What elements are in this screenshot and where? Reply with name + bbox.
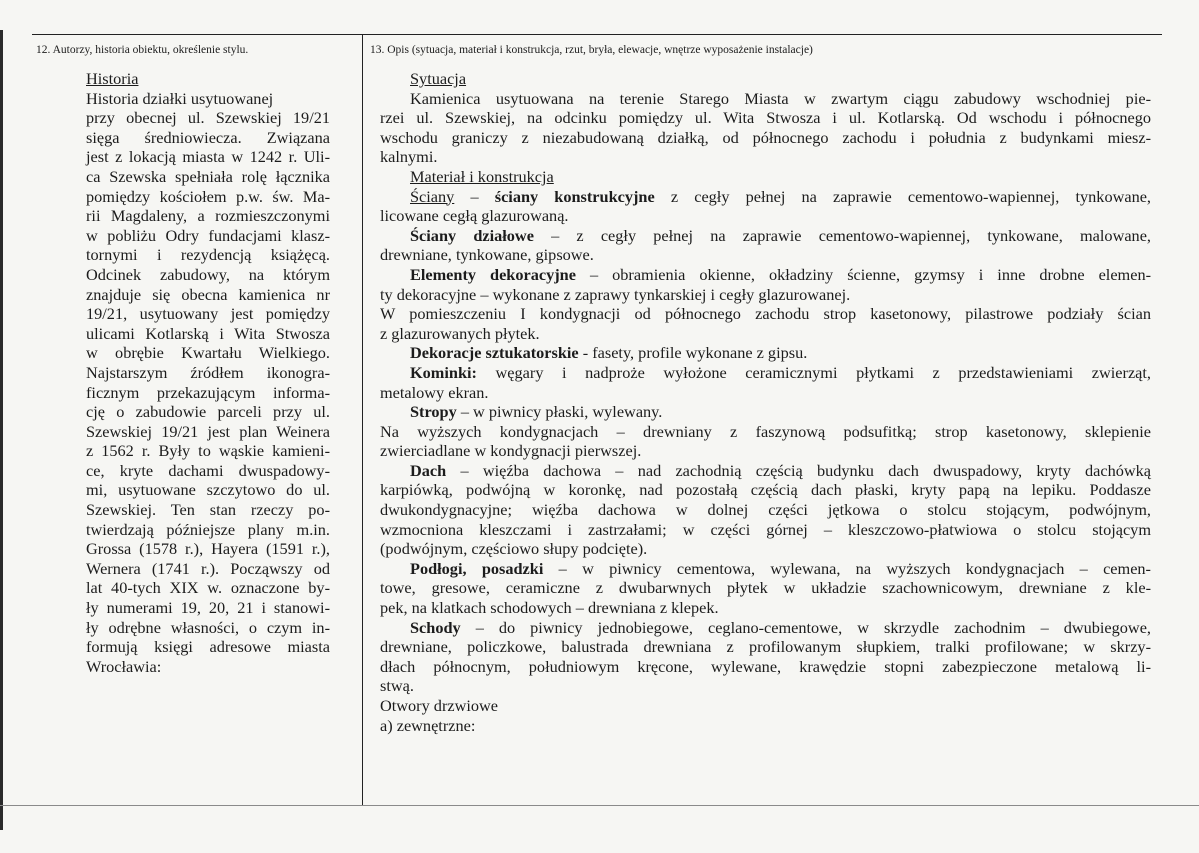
ceiling-bold: Stropy — [410, 402, 457, 422]
stairs-paragraph — [380, 618, 1151, 638]
history-line: 19/21, usytuowany jest pomiędzy — [86, 304, 330, 324]
situation-line: kalnymi. — [380, 147, 438, 167]
history-line: w pobliżu Odry fundacjami klasz- — [86, 225, 330, 245]
history-line: ca Szewska spełniała rolę łącznika — [86, 166, 330, 186]
roof-line: (podwójnym, częściowo słupy podcięte). — [380, 539, 648, 559]
partition-line: drewniane, tynkowane, gipsowe. — [380, 245, 594, 265]
history-line: Historia działki usytuowanej — [86, 88, 274, 108]
decor-line: ty dekoracyjne – wykonane z zaprawy tynkarskiej i cegły glazurowanej. — [380, 284, 851, 304]
walls-text: z cegły pełnej na zaprawie cementowo-wapiennej, tynkowane, — [654, 186, 1152, 206]
history-line: przy obecnej ul. Szewskiej 19/21 — [86, 108, 330, 128]
history-line: ulicami Kotlarską i Wita Stwosza — [86, 323, 330, 343]
history-line: Wrocławia: — [86, 656, 162, 676]
floor-line: pek, na klatkach schodowych – drewniana z klepek. — [380, 598, 719, 618]
partition-bold: Ściany działowe — [410, 225, 534, 245]
stairs-text: – do piwnicy jednobiegowe, ceglano-cementowe, w skrzydle zachodnim – dwubiegowe, — [460, 617, 1151, 637]
history-line: lat 40-tych XIX w. oznaczone by- — [86, 578, 330, 598]
decor-bold: Elementy dekoracyjne — [410, 264, 576, 284]
history-line: pomiędzy kościołem p.w. św. Ma- — [86, 186, 330, 206]
roof-bold: Dach — [410, 460, 447, 480]
history-line: z 1562 r. Były to wąskie kamieni- — [86, 441, 330, 461]
fireplace-text: węgary i nadproże wyłożone ceramicznymi płytkami z przedstawieniami zwierząt, — [476, 362, 1151, 382]
history-line: tornymi i rezydencją książęcą. — [86, 245, 330, 265]
decor-line: W pomieszczeniu I kondygnacji od północnego zachodu strop kasetonowy, pilastrowe podziały ścian — [380, 304, 1151, 324]
scan-edge — [0, 30, 3, 830]
history-line: Grossa (1578 r.), Hayera (1591 r.), — [86, 539, 330, 559]
history-line: znajduje się obecna kamienica nr — [86, 284, 330, 304]
section-13-header: 13. Opis (sytuacja, materiał i konstrukcja, rzut, bryła, elewacje, wnętrze wyposażenie instalacje) — [370, 44, 813, 56]
walls-label: Ściany — [410, 186, 455, 206]
situation-line: Kamienica usytuowana na terenie Starego Miasta w zwartym ciągu zabudowy wschodniej pie- — [410, 88, 1151, 108]
decor-paragraph — [380, 265, 1151, 285]
history-line: ły odrębne własności, o czym in- — [86, 617, 330, 637]
stucco-paragraph — [380, 343, 1151, 363]
fireplace-line: metalowy ekran. — [380, 382, 489, 402]
walls-paragraph — [380, 187, 1151, 207]
history-line: ce, kryte dachami dwuspadowy- — [86, 460, 330, 480]
partition-paragraph — [380, 226, 1151, 246]
stairs-line: dłach północnym, południowym kręcone, wylewane, krawędzie stopni zabezpieczone metalową li- — [380, 656, 1151, 676]
history-line: Szewskiej. Ten stan rzeczy po- — [86, 500, 330, 520]
ceiling-line: Na wyższych kondygnacjach – drewniany z faszynową podsufitką; strop kasetonowy, sklepienie — [380, 421, 1151, 441]
column-divider — [362, 35, 363, 805]
description-column — [380, 69, 1151, 735]
history-line: Najstarszym źródłem ikonogra- — [86, 362, 330, 382]
situation-line: wschodu graniczy z niezabudowaną działką, od północnego zachodu i południa z budynkami miesz- — [380, 127, 1151, 147]
history-line: w obrębie Kwartału Wielkiego. — [86, 343, 330, 363]
ceiling-paragraph — [380, 402, 1151, 422]
roof-line: karpiówką, podwójną w koronkę, nad pozostałą częścią dach płaski, kryty papą na lepiku. Poddasze — [380, 480, 1151, 500]
history-line: ły numerami 19, 20, 21 i stanowi- — [86, 598, 330, 618]
walls-dash: – — [454, 186, 495, 206]
history-text — [86, 89, 330, 677]
material-heading: Materiał i konstrukcja — [410, 166, 554, 186]
history-column — [86, 69, 330, 676]
history-line: cję o zabudowie parceli przy ul. — [86, 402, 330, 422]
stairs-line: drewniane, policzkowe, balustrada drewniana z profilowanym słupkiem, tralki profilowane; w skrzy- — [380, 637, 1151, 657]
section-12-header: 12. Autorzy, historia obiektu, określenie stylu. — [36, 44, 249, 56]
history-line: Odcinek zabudowy, na którym — [86, 264, 330, 284]
roof-text: – więźba dachowa – nad zachodnią częścią budynku dach dwuspadowy, kryty dachówką — [446, 460, 1151, 480]
history-line: Szewskiej 19/21 jest plan Weinera — [86, 421, 330, 441]
walls-line: licowane cegłą glazurowaną. — [380, 206, 569, 226]
situation-line: rzei ul. Szewskiej, na odcinku pomiędzy ul. Wita Stwosza i ul. Kotlarską. Od wschodu i północnego — [380, 108, 1151, 128]
situation-heading: Sytuacja — [410, 69, 467, 88]
stucco-text: - fasety, profile wykonane z gipsu. — [578, 343, 808, 363]
decor-line: z glazurowanych płytek. — [380, 323, 540, 343]
floor-bold: Podłogi, posadzki — [410, 558, 544, 578]
ceiling-text: – w piwnicy płaski, wylewany. — [456, 402, 663, 422]
history-line: jest z lokacją miasta w 1242 r. Uli- — [86, 147, 330, 167]
stairs-line: stwą. — [380, 676, 414, 696]
walls-bold: ściany konstrukcyjne — [494, 186, 655, 206]
floor-text: – w piwnicy cementowa, wylewana, na wyższych kondygnacjach – cemen- — [543, 558, 1151, 578]
stucco-bold: Dekoracje sztukatorskie — [410, 343, 579, 363]
ceiling-line: zwierciadlane w kondygnacji pierwszej. — [380, 441, 642, 461]
history-line: ficznym przekazującym informa- — [86, 382, 330, 402]
partition-text: – z cegły pełnej na zaprawie cementowo-wapiennej, tynkowane, malowane, — [533, 225, 1151, 245]
floor-line: towe, gresowe, ceramiczne z dwubarwnych płytek w układzie szachownicowym, drewniane z kle- — [380, 578, 1151, 598]
bottom-rule — [0, 805, 1199, 806]
roof-line: dwukondygnacyjne; więźba dachowa w dolnej części jętkowa o stolcu stojącym, podwójnym, — [380, 500, 1151, 520]
external-openings-label: a) zewnętrzne: — [380, 715, 476, 735]
history-line: rii Magdaleny, a rozmieszczonymi — [86, 206, 330, 226]
history-line: formują księgi adresowe miasta — [86, 637, 330, 657]
history-heading: Historia — [86, 69, 139, 88]
openings-heading: Otwory drzwiowe — [380, 696, 499, 715]
roof-line: wzmocniona kleszczami i zastrzałami; w części górnej – kleszczowo-płatwiowa o stolcu stojącym — [380, 519, 1151, 539]
history-line: mi, usytuowane szczytowo do ul. — [86, 480, 330, 500]
fireplace-bold: Kominki: — [410, 362, 477, 382]
stairs-bold: Schody — [410, 617, 461, 637]
history-line: Wernera (1741 r.). Począwszy od — [86, 558, 330, 578]
fireplace-paragraph — [380, 363, 1151, 383]
history-line: sięga średniowiecza. Związana — [86, 127, 330, 147]
floor-paragraph — [380, 559, 1151, 579]
header-rule — [32, 34, 1162, 35]
roof-paragraph — [380, 461, 1151, 481]
history-line: twierdzają późniejsze plany m.in. — [86, 519, 330, 539]
decor-text: – obramienia okienne, okładziny ścienne, gzymsy i inne drobne elemen- — [575, 264, 1152, 284]
